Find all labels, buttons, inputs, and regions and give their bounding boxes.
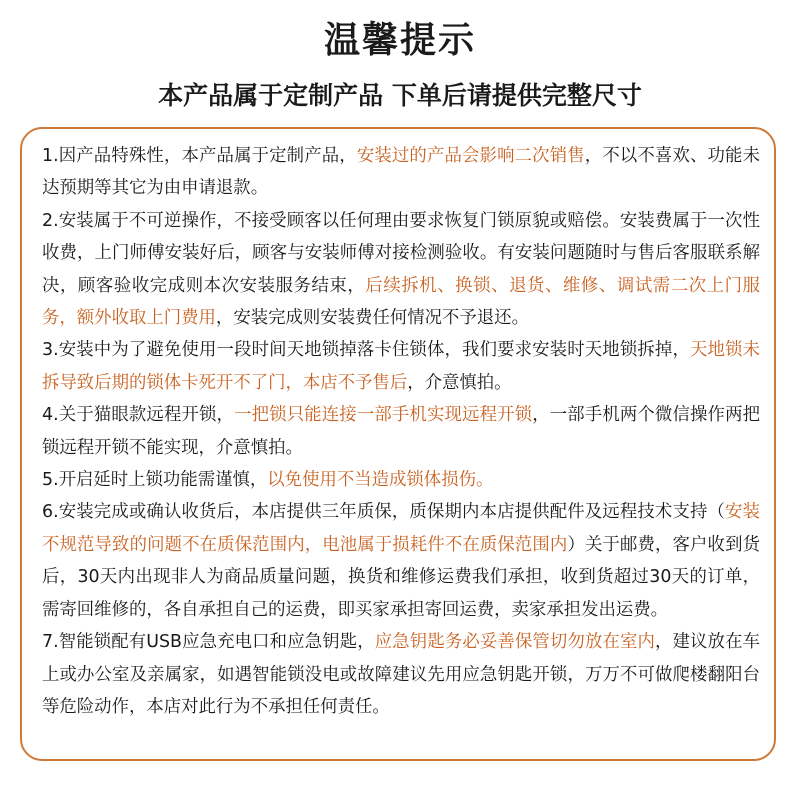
notice-item-1 xyxy=(42,140,760,205)
page-title: 温馨提示 xyxy=(323,20,476,61)
notice-highlight: 以免使用不当造成锁体损伤。 xyxy=(267,470,494,491)
notice-item-6 xyxy=(42,496,760,626)
notice-item-3 xyxy=(42,334,760,399)
notice-highlight: 天地锁未拆导致后期的锁体卡死开不了门，本店不予售后 xyxy=(42,340,760,393)
notice-item-2 xyxy=(42,205,760,335)
page-subtitle: 本产品属于定制产品 下单后请提供完整尺寸 xyxy=(158,81,642,110)
notice-highlight: 应急钥匙务必妥善保管切勿放在室内 xyxy=(374,632,656,653)
notice-text: ）关于邮费，客户收到货后，30天内出现非人为商品质量问题，换货和维修运费我们承担，收到货超过30天的订单，需寄回维修的，各自承担自己的运费，即买家承担寄回运费，卖家承担发出运费。 xyxy=(42,534,760,620)
notice-highlight: 安装过的产品会影响二次销售 xyxy=(356,146,585,166)
notice-highlight: 后续拆机、换锁、退货、维修、调试需二次上门服务，额外收取上门费用 xyxy=(42,275,760,329)
notice-item-5 xyxy=(42,464,760,496)
notice-text: 1.因产品特殊性，本产品属于定制产品， xyxy=(42,146,357,166)
notice-item-7 xyxy=(42,626,760,723)
notice-text: 4.关于猫眼款远程开锁， xyxy=(42,405,235,426)
notice-text: 2.安装属于不可逆操作，不接受顾客以任何理由要求恢复门锁原貌或赔偿。安装费属于一次性收费，上门师傅安装好后，顾客与安装师傅对接检测验收。有安装问题随时与售后客服联系解决，顾客验收完成则本次安装服务结束， xyxy=(42,210,760,296)
notice-text: 7.智能锁配有USB应急充电口和应急钥匙， xyxy=(42,632,375,653)
notice-text: 5.开启延时上锁功能需谨慎， xyxy=(42,470,268,491)
notice-item-4 xyxy=(42,399,760,464)
notice-text: 3.安装中为了避免使用一段时间天地锁掉落卡住锁体，我们要求安装时天地锁拆掉， xyxy=(42,340,690,361)
notice-highlight: 一把锁只能连接一部手机实现远程开锁 xyxy=(234,405,533,426)
notice-text: ，建议放在车上或办公室及亲属家，如遇智能锁没电或故障建议先用应急钥匙开锁，万万不可做爬楼翻阳台等危险动作，本店对此行为不承担任何责任。 xyxy=(42,632,760,717)
notice-text: ，不以不喜欢、功能未达预期等其它为由申请退款。 xyxy=(42,146,760,199)
notice-box xyxy=(20,127,776,761)
notice-text: ，介意慎拍。 xyxy=(407,372,512,393)
notice-highlight: 安装不规范导致的问题不在质保范围内，电池属于损耗件不在质保范围内 xyxy=(42,502,760,555)
notice-text: ，安装完成则安装费任何情况不予退还。 xyxy=(215,308,529,329)
notice-text: 6.安装完成或确认收货后，本店提供三年质保，质保期内本店提供配件及远程技术支持（ xyxy=(42,502,726,523)
notice-text: ，一部手机两个微信操作两把锁远程开锁不能实现，介意慎拍。 xyxy=(42,405,760,458)
